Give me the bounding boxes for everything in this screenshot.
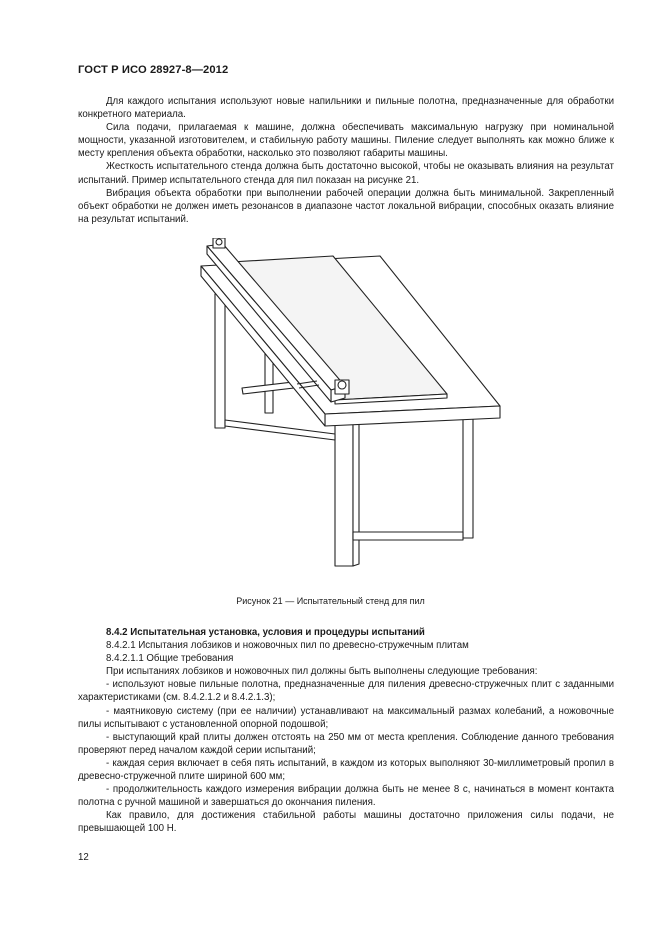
figure-caption: Рисунок 21 — Испытательный стенд для пил — [236, 596, 425, 606]
paragraph: Для каждого испытания используют новые напильники и пильные полотна, предназначенные для обработки конкретного материала. — [78, 96, 614, 121]
list-item: - выступающий край плиты должен отстоять на 250 мм от места крепления. Соблюдение данного требования проверяют перед началом каждой серии испытаний; — [78, 731, 614, 756]
saw-test-stand-figure — [185, 238, 515, 578]
intro-text — [78, 95, 614, 226]
paragraph: Как правило, для достижения стабильной работы машины достаточно приложения силы подачи, не превышающей 100 Н. — [78, 810, 614, 835]
section-8-4-2 — [78, 626, 614, 836]
test-stand-drawing — [185, 238, 515, 578]
list-item: - маятниковую систему (при ее наличии) устанавливают на максимальный размах колебаний, а ножовочные пилы испытывают с установленной опорной подошвой; — [78, 705, 614, 730]
section-heading: 8.4.2 Испытательная установка, условия и процедуры испытаний — [106, 627, 425, 638]
subsection-heading: 8.4.2.1 Испытания лобзиков и ножовочных пил по древесно-стружечным плитам — [106, 640, 469, 652]
paragraph: Вибрация объекта обработки при выполнении рабочей операции должна быть минимальной. Закрепленный объект обработки не должен иметь резонансов в диапазоне частот локальной вибрации, способных оказать влияние на результат испытаний. — [78, 187, 614, 225]
paragraph: Сила подачи, прилагаемая к машине, должна обеспечивать максимальную нагрузку при номинальной мощности, указанной изготовителем, и стабильную работу машины. Пиление следует выполнять как можно ближе к месту крепления объекта обработки, насколько это позволяют габариты машины. — [78, 122, 614, 160]
document-header: ГОСТ Р ИСО 28927-8—2012 — [78, 64, 229, 76]
paragraph: Жесткость испытательного стенда должна быть достаточно высокой, чтобы не оказывать влияния на результат испытаний. Пример испытательного стенда для пил показан на рисунке 21. — [78, 161, 614, 186]
list-item: - продолжительность каждого измерения вибрации должна быть не менее 8 с, начинаться в момент контакта полотна с ручной машиной и завершаться до окончания пиления. — [78, 784, 614, 809]
page-number: 12 — [78, 852, 89, 863]
list-item: - каждая серия включает в себя пять испытаний, в каждом из которых выполняют 30-миллиметровый пропил в древесно-стружечной плите шириной 600 мм; — [78, 757, 614, 783]
paragraph: При испытаниях лобзиков и ножовочных пил должны быть выполнены следующие требования: — [106, 666, 538, 678]
list-item: - используют новые пильные полотна, предназначенные для пиления древесно-стружечных плит с заданными характеристиками (см. 8.4.2.1.2 и 8.4.2.1.3); — [78, 679, 614, 704]
subsubsection-heading: 8.4.2.1.1 Общие требования — [106, 653, 234, 665]
